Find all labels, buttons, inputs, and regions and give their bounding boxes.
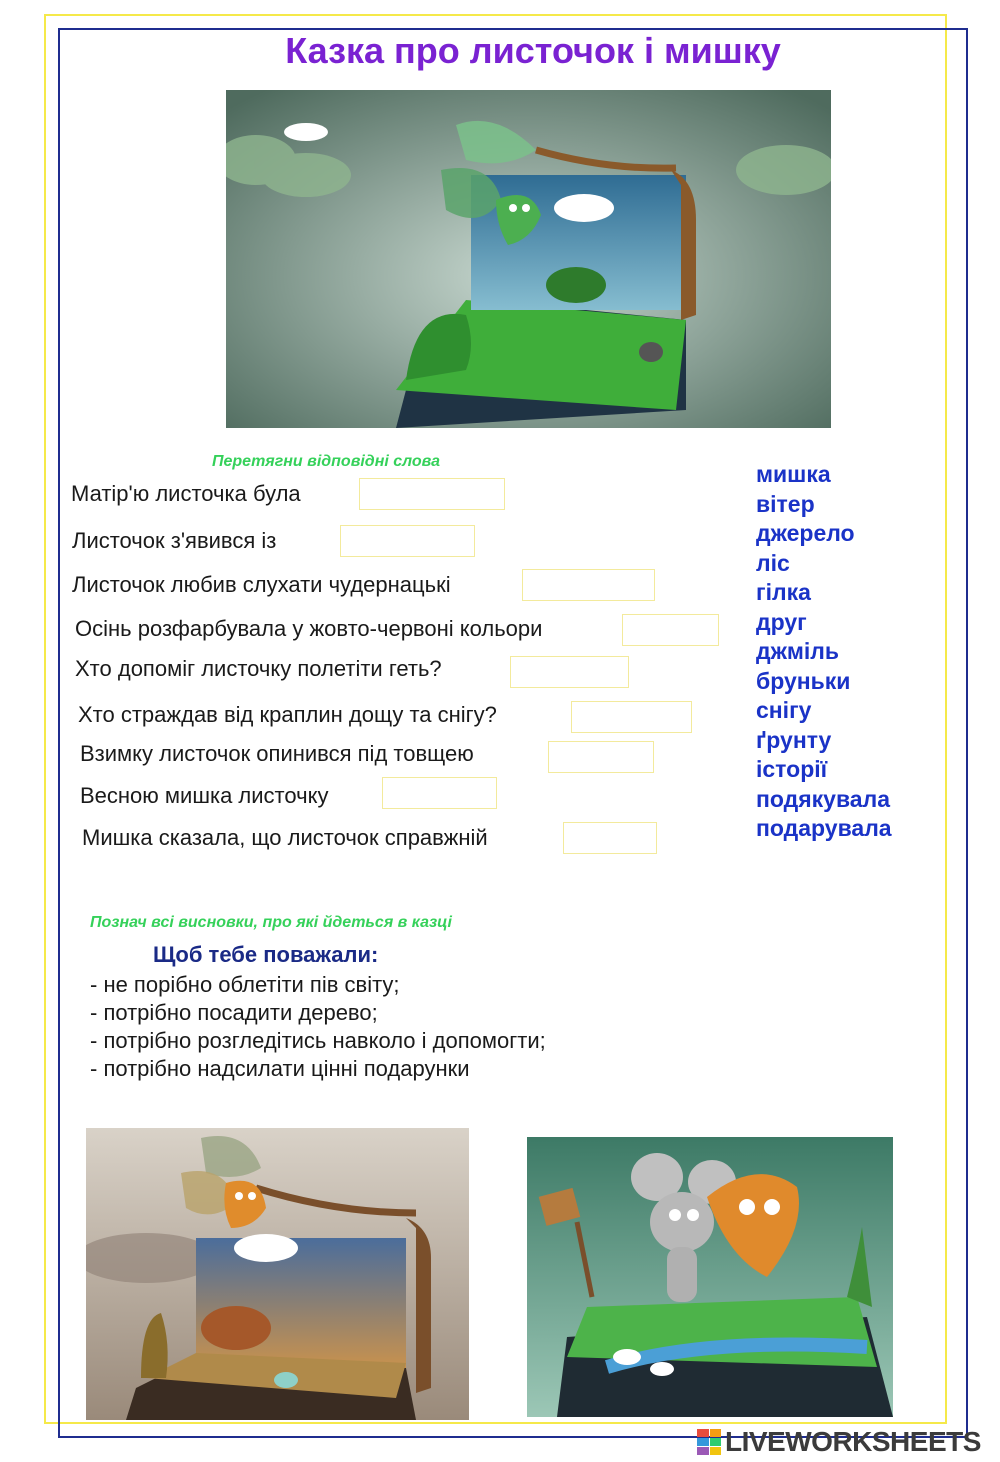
word-item[interactable]: подарувала bbox=[756, 815, 892, 841]
answer-box-9[interactable] bbox=[563, 822, 657, 854]
illustration-autumn-leaf bbox=[86, 1128, 469, 1420]
word-item[interactable]: вітер bbox=[756, 490, 815, 517]
answer-box-8[interactable] bbox=[382, 777, 497, 809]
illustration-mouse-leaf bbox=[527, 1137, 893, 1417]
question-9: Мишка сказала, що листочок справжній bbox=[82, 825, 488, 850]
word-item[interactable]: історії bbox=[756, 756, 828, 782]
word-item[interactable]: снігу bbox=[756, 697, 812, 723]
conclusion-option-3[interactable]: - потрібно розгледітись навколо і допомогти; bbox=[90, 1028, 546, 1053]
page-title: Казка про листочок і мишку bbox=[285, 30, 781, 71]
word-item[interactable]: друг bbox=[756, 608, 807, 635]
word-item[interactable]: джерело bbox=[756, 520, 855, 546]
liveworksheets-logo bbox=[697, 1426, 981, 1458]
word-item[interactable]: джміль bbox=[756, 638, 840, 664]
word-bank bbox=[756, 460, 892, 844]
illustration-leaf-book bbox=[226, 90, 831, 428]
word-item[interactable]: гілка bbox=[756, 579, 811, 605]
question-5: Хто допоміг листочку полетіти геть? bbox=[75, 656, 442, 681]
question-7: Взимку листочок опинився під товщею bbox=[80, 741, 474, 766]
instruction-drag-words: Перетягни відповідні слова bbox=[212, 453, 441, 470]
answer-box-5[interactable] bbox=[510, 656, 629, 688]
word-item[interactable]: ліс bbox=[756, 549, 790, 576]
question-8: Весною мишка листочку bbox=[80, 783, 329, 808]
answer-box-6[interactable] bbox=[571, 701, 692, 733]
word-item[interactable]: ґрунту bbox=[756, 726, 832, 753]
question-2: Листочок з'явився із bbox=[72, 528, 277, 553]
conclusions-heading: Щоб тебе поважали: bbox=[153, 942, 379, 967]
question-1: Матір'ю листочка була bbox=[71, 481, 301, 506]
liveworksheets-logo-icon bbox=[697, 1429, 721, 1455]
answer-box-4[interactable] bbox=[622, 614, 719, 646]
liveworksheets-brand-text: LIVEWORKSHEETS bbox=[725, 1426, 981, 1457]
question-6: Хто страждав від краплин дощу та снігу? bbox=[78, 702, 497, 727]
conclusion-option-4[interactable]: - потрібно надсилати цінні подарунки bbox=[90, 1056, 470, 1081]
answer-box-3[interactable] bbox=[522, 569, 655, 601]
answer-box-2[interactable] bbox=[340, 525, 475, 557]
word-item[interactable]: бруньки bbox=[756, 667, 851, 694]
conclusion-option-1[interactable]: - не порібно облетіти пів світу; bbox=[90, 972, 400, 997]
word-item[interactable]: подякувала bbox=[756, 785, 890, 812]
instruction-mark-conclusions: Познач всі висновки, про які йдеться в казці bbox=[90, 914, 452, 931]
question-3: Листочок любив слухати чудернацькі bbox=[72, 572, 451, 597]
conclusion-option-2[interactable]: - потрібно посадити дерево; bbox=[90, 1000, 378, 1025]
question-4: Осінь розфарбувала у жовто-червоні кольори bbox=[75, 616, 543, 641]
word-item[interactable]: мишка bbox=[756, 461, 831, 487]
answer-box-1[interactable] bbox=[359, 478, 505, 510]
answer-box-7[interactable] bbox=[548, 741, 654, 773]
